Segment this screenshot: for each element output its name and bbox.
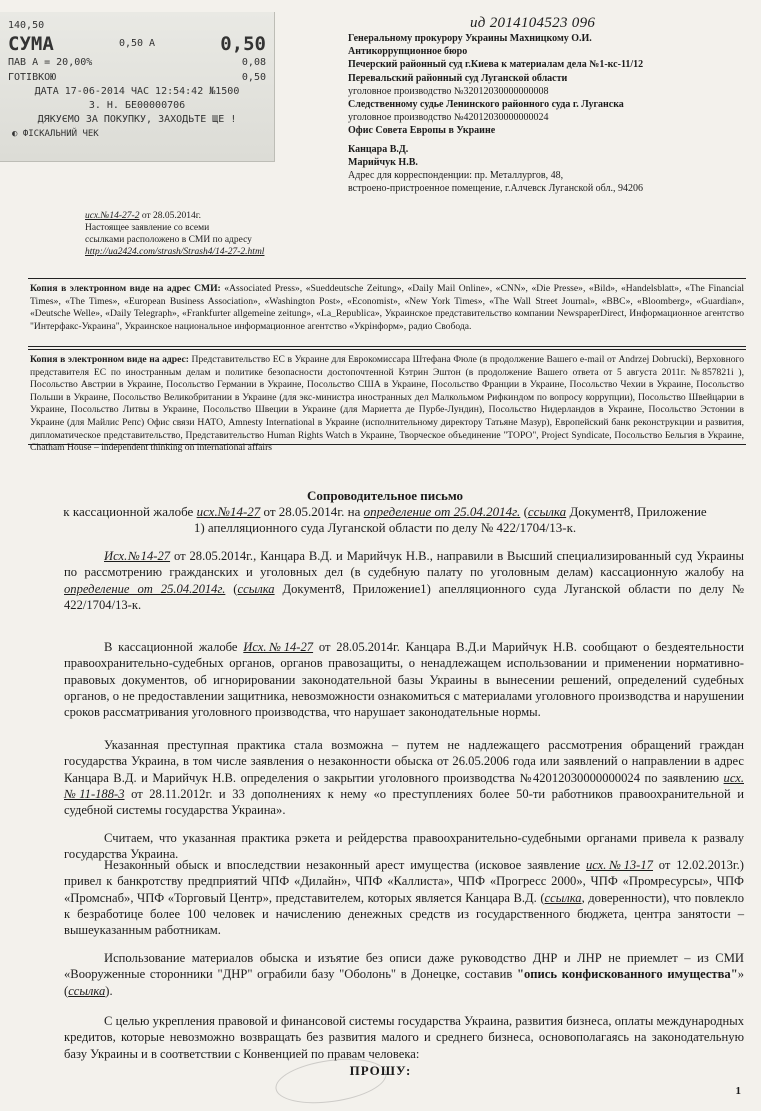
paragraph-text: от 28.05.2014г., Канцара В.Д. и Марийчук Н.В., направили в Высший специализированный суд Украины по рассмотрению гражданских и уголовных дел (в судебную палату по уголовным делам) кассационную жалобу на bbox=[64, 549, 744, 580]
paragraph-7 bbox=[64, 1013, 744, 1062]
receipt-thanks: ДЯКУЄМО ЗА ПОКУПКУ, ЗАХОДЬТЕ ЩЕ ! bbox=[37, 114, 237, 125]
paragraph-text: , доверенности), что повлекло к безработице более 100 человек и начислению денежных средств из государственного бюджета, центра занятости – вышеуказанным работникам. bbox=[64, 890, 744, 938]
receipt-fiscal-label: ФІСКАЛЬНИЙ ЧЕК bbox=[22, 129, 99, 139]
paragraph-text: от 28.11.2012г. и 33 дополнениях к нему «о преступлениях более 50-ти работников правоохранительной и судебной системы государства Украина». bbox=[64, 786, 744, 818]
paragraph-1 bbox=[64, 548, 744, 613]
receipt-row bbox=[8, 55, 266, 70]
receipt-text: 0,08 bbox=[241, 57, 266, 68]
paragraph-definition-link[interactable]: определение от 25.04.2014г. bbox=[64, 581, 226, 596]
copy-media-list: «Associated Press», «Sueddeutsche Zeitung», «Daily Mail Online», «CNN», «Die Presse», «Bild», «Handelsblatt», «The Financial Times», «The Times», «European Business Association», «Washington Post», «Economist», «New York Times», «The Wall Street Journal», «BBC», «Bloomberg», «Guardian», «Deutsche Welle», «Daily Telegraph», «Frankfurter allgemeine zeitung», «La_Republica», Украинское представительство компании NewspaperDirect, Информационное агентство "Интерфакс-Украина", Украинское национальное информационное агентство «Укрінформ», радио Свобода. bbox=[30, 283, 744, 332]
paragraph-bold-text: "опись конфискованного имущества" bbox=[517, 967, 738, 982]
paragraph-5 bbox=[64, 857, 744, 938]
paragraph-text: Считаем, что указанная практика рэкета и рейдерства правоохранительно-судебными органами привела к развалу государства Украина. bbox=[64, 831, 744, 862]
subtitle-definition-link[interactable]: определение от 25.04.2014г. bbox=[363, 504, 521, 519]
reference-text: ссылками расположено в СМИ по адресу bbox=[85, 235, 252, 245]
addressee-line: Офис Совета Европы в Украине bbox=[348, 125, 496, 137]
receipt-logo-icon: ◐ bbox=[12, 129, 23, 139]
addressee-line: Антикоррупционное бюро bbox=[348, 46, 468, 58]
letter-heading bbox=[60, 488, 710, 536]
reference-url-link[interactable]: http://ua2424.com/strash/Strash4/14-27-2.html bbox=[85, 247, 265, 257]
paragraph-text: от 28.05.2014г. Канцара В.Д.и Марийчук Н.В. сообщают о бездеятельности правоохранительно-судебных органов, органов правозащиты, о ненадлежащем использовании и применении нормативно-правовых документов, об игнорировании законодательной базы Украины в вынесении решений, определений судебных органов, о не предоставлении защитника, невозможности ознакомиться с материалами уголовного производства и нарушении сроков рассматривания уголовного производства, что нарушает законодательные нормы. bbox=[64, 640, 744, 720]
receipt-text: 0,50 А bbox=[118, 38, 156, 49]
copy-media-box bbox=[28, 278, 746, 347]
paragraph-text: ( bbox=[225, 581, 238, 596]
reference-number: исх.№14-27-2 bbox=[85, 211, 140, 221]
paragraph-link[interactable]: ссылка bbox=[68, 983, 106, 998]
subtitle-ref-link[interactable]: исх.№14-27 bbox=[196, 504, 261, 519]
paragraph-text: Использование материалов обыска и изъятие без описи даже руководство ДНР и ЛНР не приемлет – из СМИ «Вооруженные сторонники "ДНР" ограбили базу "Оболонь" в Донецке, составив bbox=[64, 951, 744, 982]
paragraph-text: С целью укрепления правовой и финансовой системы государства Украина, развития бизнеса, оплаты международных кредитов, которые невозможно возвращать без развития малого и среднего бизнеса, основополагаясь на законодательную базу Украины и в соответствии с Конвенцией по правам человека: bbox=[64, 1014, 744, 1061]
paragraph-text: Документ8, Приложение1) апелляционного суда Луганской области по делу № 422/1704/13-к. bbox=[64, 581, 745, 612]
document-id-stamp: ид 2014104523 096 bbox=[470, 15, 596, 31]
paragraph-link[interactable]: ссылка bbox=[544, 890, 582, 905]
receipt-row bbox=[8, 33, 266, 55]
addressee-line: Следственному судье Ленинского районного суда г. Луганска bbox=[348, 99, 624, 111]
receipt-footer bbox=[8, 127, 266, 141]
copy-media-lead: Копия в электронном виде на адрес СМИ: bbox=[30, 283, 221, 294]
paragraph-text: Незаконный обыск и впоследствии незаконный арест имущества (исковое заявление bbox=[104, 858, 586, 872]
receipt-datetime: ДАТА 17-06-2014 ЧАС 12:54:42 №1500 bbox=[34, 86, 240, 97]
receipt-number: З. Н. БЕ00000706 bbox=[88, 100, 186, 111]
reference-note bbox=[85, 210, 345, 258]
copy-embassies-box bbox=[28, 349, 746, 454]
paragraph-ref-link[interactable]: Исх.№14-27 bbox=[243, 640, 314, 654]
receipt-row bbox=[8, 70, 266, 85]
subtitle-link[interactable]: ссылка bbox=[527, 504, 567, 519]
request-heading: ПРОШУ: bbox=[349, 1063, 412, 1078]
paragraph-ref-link[interactable]: исх.№11-188-3 bbox=[64, 770, 744, 801]
paragraph-link[interactable]: ссылка bbox=[237, 581, 275, 596]
letter-subtitle bbox=[60, 504, 710, 536]
receipt-text: СУМА bbox=[8, 33, 54, 55]
reference-text: Настоящее заявление со всеми bbox=[85, 223, 210, 233]
paragraph-text: ). bbox=[105, 983, 113, 998]
addressee-line: Перевальский районный суд Луганской области bbox=[348, 72, 568, 84]
addressee-line: Генеральному прокурору Украины Махницкому О.И. bbox=[348, 33, 592, 44]
paragraph-ref-link[interactable]: Исх.№14-27 bbox=[104, 549, 171, 563]
letter-title: Сопроводительное письмо bbox=[306, 488, 464, 503]
sender-name: Марийчук Н.В. bbox=[348, 157, 418, 168]
paragraph-text: от 12.02.2013г.) привел к банкротству предприятий ЧПФ «Дилайн», ЧПФ «Каллиста», ЧПФ «Прогресс 2000», ЧПФ «Промресурсы», ЧПФ «Промснаб», ЧПФ «Торговый Центр», представителем, которых является Канцара В.Д. ( bbox=[64, 858, 744, 905]
sender-address: встроено-пристроенное помещение, г.Алчевск Луганской обл., 94206 bbox=[348, 183, 644, 194]
subtitle-text: Документ8, Приложение 1) апелляционного суда Луганской области по делу № 422/1704/13-к. bbox=[193, 504, 707, 535]
copy-embassies-lead: Копия в электронном виде на адрес: bbox=[30, 354, 189, 365]
paragraph-6 bbox=[64, 950, 744, 999]
sender-address: Адрес для корреспонденции: пр. Металлургов, 48, bbox=[348, 170, 564, 181]
addressee-line: уголовное производство №32012030000000008 bbox=[348, 85, 549, 97]
addressee-line: Печерский районный суд г.Киева к материалам дела №1-кс-11/12 bbox=[348, 59, 644, 71]
paragraph-3 bbox=[64, 737, 744, 818]
paragraph-text: Указанная преступная практика стала возможна – путем не надлежащего рассмотрения обращений граждан государства Украина, в том числе заявления о незаконности обыска от 26.05.2006 года или заявлений о направлении в адрес Канцара В.Д. и Марийчук Н.В. определения о закрытии уголовного производства №42012030000000024 по заявлению bbox=[64, 738, 744, 785]
subtitle-text: от 28.05.2014г. на bbox=[260, 504, 364, 519]
paragraph-2 bbox=[64, 639, 744, 720]
reference-date: от 28.05.2014г. bbox=[139, 211, 201, 221]
receipt-text: 0,50 bbox=[241, 72, 266, 83]
sender-name: Канцара В.Д. bbox=[348, 144, 409, 155]
copy-embassies-list: Представительство ЕС в Украине для Еврокомиссара Штефана Фюле (в продолжение Вашего e-mail от Andrzej Dobrucki), Верховного представителя ЕС по иностранным делам и политике безопасности достопочтенной Кэтрин Эштон (в продолжение Вашего ответа от 5 августа 2011г. №857821i ), Посольство Австрии в Украине, Посольство Германии в Украине, Посольство США в Украине, Посольство Франции в Украине, Посольство Чехии в Украине, Посольство Польши в Украине, Посольство Великобритании в Украине (для экс-министра иностранных дел Малкольмом Рифкиндом по вопросу коррупции), Посольство Швейцарии в Украине, Посольство Литвы в Украине, Посольство Швеции в Украине (для Мариетта де Пурбе-Лундин), Посольство Нидерландов в Украине, Посольство Эстонии в Украине (для Майлис Репс) Офис связи НАТО, Amnesty International в Украине (исполнительному директору Татьяне Мазур), Европейский банк реконструкции и развития, дипломатическое представительство, Представительство Human Rights Watch в Украине, Творческое объединение "ТОРО", Project Syndicate, Посольство Бельгия в Украине, Chatham House – independent thinking on international affairs bbox=[30, 354, 745, 454]
addressee-line: уголовное производство №42012030000000024 bbox=[348, 112, 549, 124]
paragraph-ref-link[interactable]: исх.№13-17 bbox=[585, 858, 653, 872]
paragraph-text: » ( bbox=[64, 967, 745, 998]
receipt-row bbox=[8, 18, 266, 33]
subtitle-text: ( bbox=[520, 504, 528, 519]
subtitle-text: к кассационной жалобе bbox=[63, 504, 197, 519]
page-number: 1 bbox=[735, 1085, 741, 1097]
receipt-total: 0,50 bbox=[220, 33, 266, 55]
receipt-text: ПАВ А = 20,00% bbox=[8, 57, 93, 68]
receipt-text: ГОТІВКОЮ bbox=[8, 72, 57, 83]
fiscal-receipt bbox=[0, 12, 275, 162]
addressee-block bbox=[348, 32, 758, 138]
sender-block bbox=[348, 143, 758, 195]
receipt-text: 140,50 bbox=[8, 20, 45, 31]
paragraph-text: В кассационной жалобе bbox=[104, 640, 244, 654]
